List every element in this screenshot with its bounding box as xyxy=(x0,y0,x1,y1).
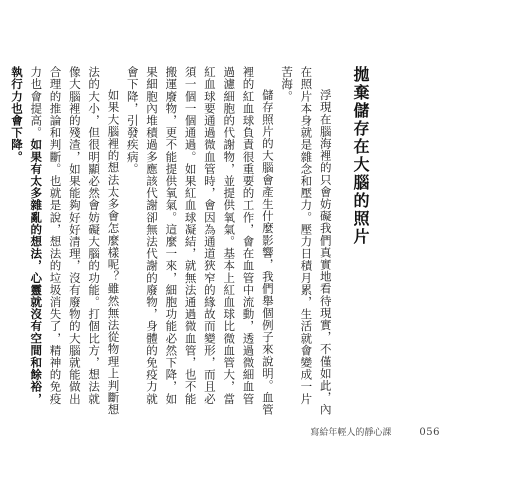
paragraph-3-text: 如果大腦裡的想法太多會怎麼樣呢？雖然無法從物理上判斷想法的大小，但很明顯必然會妨礙大腦的功能。打個比方，想法就像大腦裡的殘渣，如果能夠好好清理，沒有廢物的大腦就能做出合理的推論和判斷。也就是說，想法的垃圾消失了，精神的免疫力也會提高。 xyxy=(29,66,121,416)
paragraph-3 xyxy=(7,66,123,416)
running-book-title: 寫給年輕人的靜心課 xyxy=(310,428,392,438)
page-footer xyxy=(310,425,440,438)
paragraph-3-emphasis: 如果有太多雜亂的想法，心靈就沒有空間和餘裕，執行力也會下降。 xyxy=(9,66,44,405)
section-heading: 拋棄儲存在大腦的照片 xyxy=(351,66,370,246)
vertical-text-block xyxy=(9,66,370,416)
page-number: 056 xyxy=(419,427,440,438)
paragraph-2: 儲存照片的大腦會產生什麼影響，我們舉個例子來說明。血管裡的紅血球負責很重要的工作，會在血管中流動，透過微細血管過濾細胞的代謝物，並提供氧氣。基本上紅血球比微血管大，當紅血球要通過微血管時，會因為通道狹窄的緣故而變形，而且必須一個一個通過。如果紅血球凝結，就無法通過微血管，也不能搬運廢物，更不能提供氧氣。這麼一來，細胞功能必然下降，如果細胞內堆積過多應該代謝卻無法代謝的廢物，身體的免疫力就會下降，引發疾病。 xyxy=(125,66,275,416)
paragraph-1: 浮現在腦海裡的只會妨礙我們真實地看待現實，不僅如此，內在照片本身就是雜念和壓力。壓力日積月累，生活就會變成一片苦海。 xyxy=(280,66,333,416)
